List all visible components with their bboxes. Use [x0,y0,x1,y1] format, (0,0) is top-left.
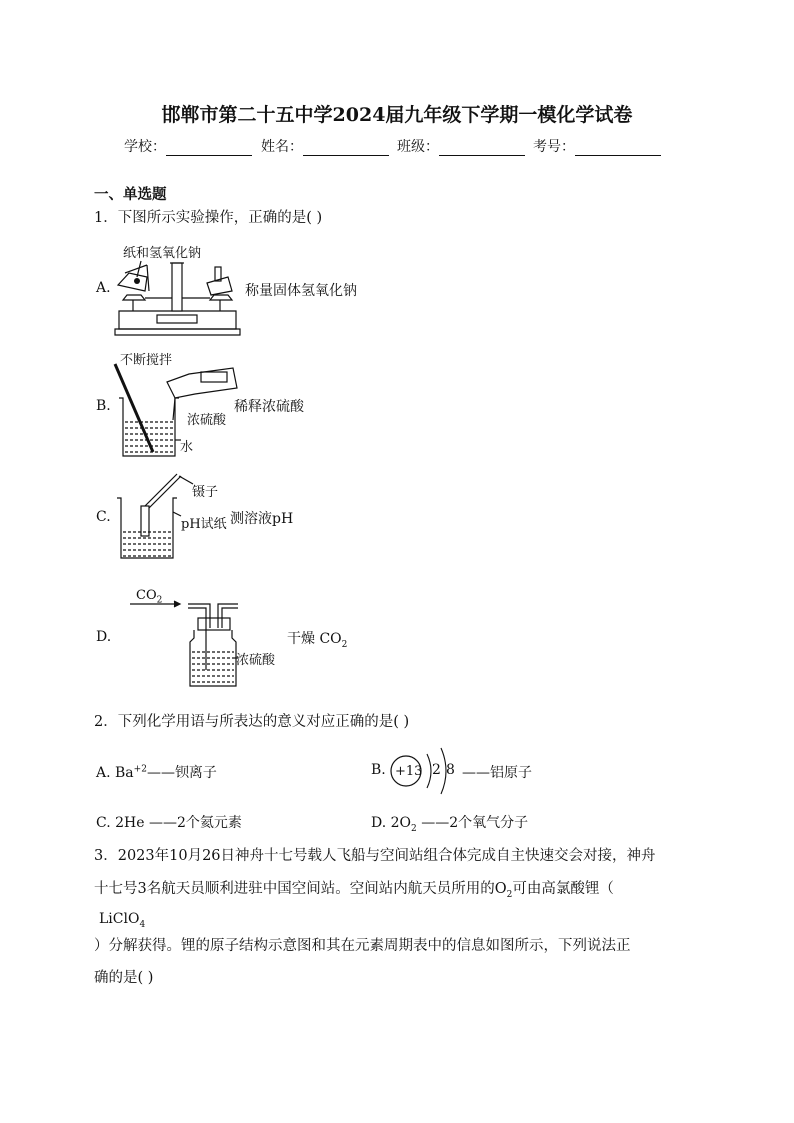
school-label: 学校： [124,139,166,155]
q1-a-caption: 称量固体氢氧化钠 [245,283,357,299]
q1-option-a-letter[interactable]: A. [96,280,111,296]
q2-option-d[interactable] [371,812,528,834]
q3-line-2 [94,877,614,900]
q2-d-rest: ——2个氧气分子 [416,815,529,831]
q2-option-b-letter[interactable]: B. [371,762,386,778]
q1-b-caption: 稀释浓硫酸 [234,399,304,415]
atom-shell-1: 2 [432,762,441,778]
q1-c-caption: 测溶液pH [230,511,294,527]
q3-line-4: ）分解获得。锂的原子结构示意图和其在元素周期表中的信息如图所示，下列说法正 [94,938,631,954]
class-blank[interactable] [439,142,525,156]
q3-line-5: 确的是( ) [94,970,154,986]
name-label: 姓名： [261,139,303,155]
section-title: 一、单选题 [94,186,167,203]
q3-formula [99,911,145,930]
beaker-dilution-figure [115,360,240,460]
name-field[interactable] [261,136,391,156]
page-title: 邯郸市第二十五中学2024届九年级下学期一模化学试卷 [161,104,633,126]
q3-line-1: 3．2023年10月26日神舟十七号载人飞船与空间站组合体完成自主快速交会对接，神舟 [94,848,656,864]
q1-c-paper-tag: pH试纸 [181,517,227,532]
q1-d-gas-sub: 2 [156,595,163,606]
q2-d-text: D. 2O [371,815,412,831]
q2-stem: 2．下列化学用语与所表达的意义对应正确的是( ) [94,714,410,730]
ph-test-figure [115,470,195,562]
balance-figure [115,255,240,337]
q2-a-sup: +2 [133,764,147,775]
q1-d-caption-text: 干燥 CO [287,631,342,647]
q1-d-gas-text: CO [136,588,157,603]
q2-option-c[interactable]: C. 2He ——2个氦元素 [96,815,242,831]
q1-a-tag: 纸和氢氧化钠 [123,246,202,261]
q1-b-water-tag: 水 [180,440,194,455]
q1-option-c-letter[interactable]: C. [96,509,111,525]
q1-d-acid-tag: 浓硫酸 [236,653,276,668]
q3-line-2-sub: 2 [506,889,513,900]
class-label: 班级： [397,139,439,155]
q2-a-text: A. Ba [96,765,134,781]
atom-shell-2: 8 [446,762,455,778]
name-blank[interactable] [303,142,389,156]
q3-line-2a: 十七号3名航天员顺利进驻中国空间站。空间站内航天员所用的O [94,881,507,897]
q1-option-d-letter[interactable]: D. [96,629,112,645]
gas-bottle-figure [130,600,242,690]
q1-c-tweezers-tag: 镊子 [192,485,219,500]
q1-b-stir-tag: 不断搅拌 [120,353,173,368]
school-blank[interactable] [166,142,252,156]
q3-line-2b: 可由高氯酸锂（ [512,881,614,897]
school-field[interactable] [124,136,254,156]
atom-nucleus: +13 [395,764,423,779]
q1-stem: 1．下图所示实验操作，正确的是( ) [94,210,323,226]
q2-d-sub: 2 [411,823,417,834]
q3-formula-sub: 4 [139,919,146,930]
q1-b-acid-tag: 浓硫酸 [187,413,227,428]
q1-option-b-letter[interactable]: B. [96,398,111,414]
number-field[interactable] [533,136,663,156]
class-field[interactable] [397,136,527,156]
q3-formula-text: LiClO [99,911,140,927]
q1-d-caption-sub: 2 [341,639,348,650]
q1-d-caption [287,628,347,650]
q2-a-rest: ——钡离子 [146,765,217,781]
q2-b-rest: ——铝原子 [462,765,532,781]
q2-option-a[interactable] [96,762,217,782]
number-blank[interactable] [575,142,661,156]
number-label: 考号： [533,139,575,155]
